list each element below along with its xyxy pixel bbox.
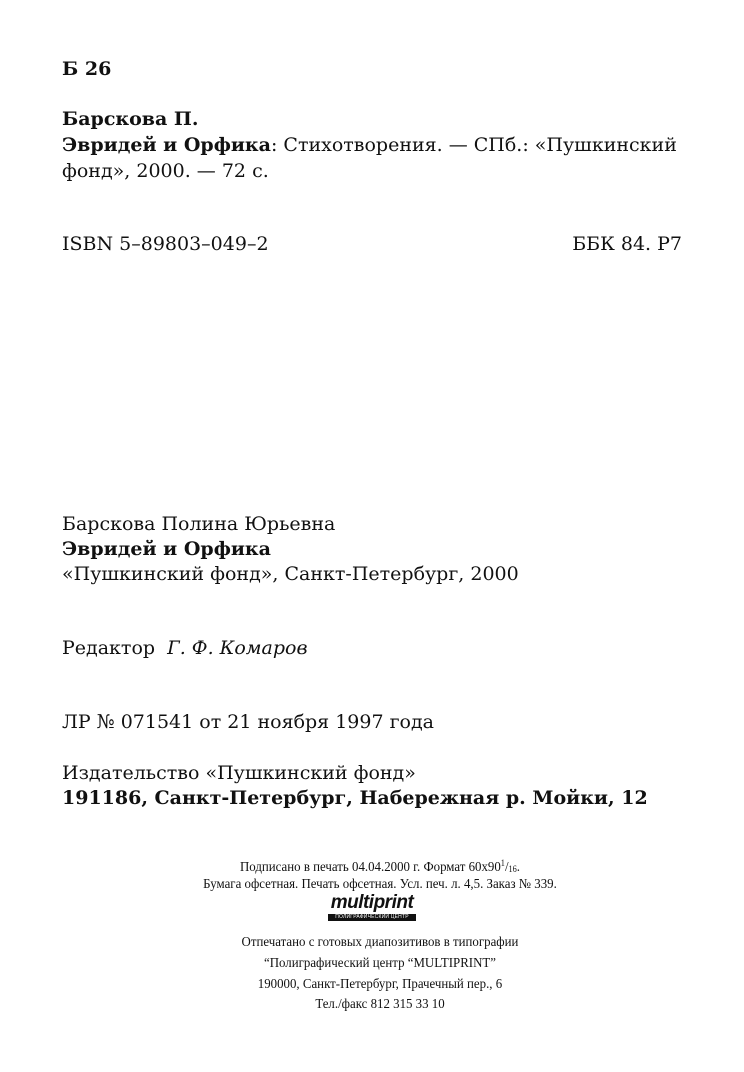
catalog-author: Барскова П. bbox=[62, 108, 199, 130]
bbk: ББК 84. Р7 bbox=[572, 233, 682, 255]
imprint-paper: Бумага офсетная. Печать офсетная. Усл. печ. л. 4,5. Заказ № 339. bbox=[203, 877, 557, 892]
publisher-line: «Пушкинский фонд», Санкт-Петербург, 2000 bbox=[62, 563, 519, 585]
catalog-code: Б 26 bbox=[62, 58, 112, 80]
publisher-address: 191186, Санкт-Петербург, Набережная р. Мойки, 12 bbox=[62, 787, 648, 809]
imprint-printer-name: “Полиграфический центр “MULTIPRINT” bbox=[264, 956, 496, 971]
format-denominator: 16 bbox=[508, 864, 517, 874]
isbn: ISBN 5–89803–049–2 bbox=[62, 233, 269, 255]
publisher-name: Издательство «Пушкинский фонд» bbox=[62, 762, 416, 784]
catalog-title-line bbox=[62, 132, 677, 158]
author-full-name: Барскова Полина Юрьевна bbox=[62, 513, 336, 535]
catalog-description: : Стихотворения. — СПб.: «Пушкинский bbox=[270, 134, 677, 156]
format-fraction: $^1/_{16}$ bbox=[500, 858, 517, 875]
imprint-line1-end: . bbox=[516, 860, 521, 875]
printer-logo-bar bbox=[328, 914, 416, 921]
catalog-title: Эвридей и Орфика bbox=[62, 134, 271, 156]
imprint-printer-address: 190000, Санкт-Петербург, Прачечный пер., 6 bbox=[257, 977, 503, 992]
format-numerator: 1 bbox=[500, 858, 505, 868]
catalog-description-cont: фонд», 2000. — 72 с. bbox=[62, 160, 269, 182]
printer-logo-subtitle: ПОЛИГРАФИЧЕСКИЙ ЦЕНТР bbox=[335, 914, 409, 920]
printer-logo bbox=[322, 893, 422, 921]
editor-label: Редактор bbox=[62, 637, 156, 659]
printer-logo-word: multiprint bbox=[330, 892, 414, 913]
imprint-printed-from: Отпечатано с готовых диапозитивов в типографии bbox=[241, 935, 519, 950]
editor-name: Г. Ф. Комаров bbox=[167, 637, 308, 659]
editor-line bbox=[62, 635, 308, 661]
imprint-line1: Подписано в печать 04.04.2000 г. Формат 60х90 bbox=[239, 860, 501, 875]
imprint-phone: Тел./факс 812 315 33 10 bbox=[315, 997, 445, 1012]
license-number: ЛР № 071541 от 21 ноября 1997 года bbox=[62, 711, 435, 733]
colophon-title: Эвридей и Орфика bbox=[62, 538, 271, 560]
